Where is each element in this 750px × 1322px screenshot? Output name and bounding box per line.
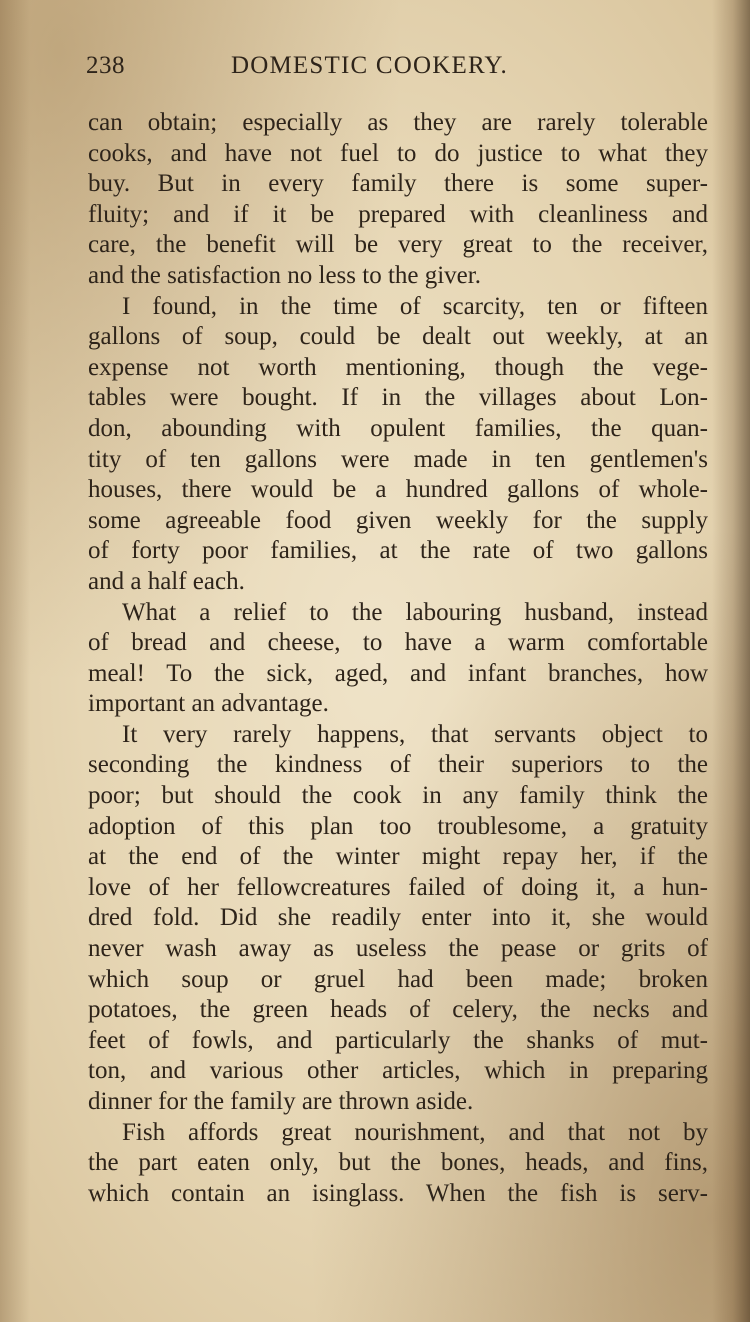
text-line: fluity; and if it be prepared with cleanliness and xyxy=(88,200,708,228)
text-line: buy. But in every family there is some super- xyxy=(88,170,708,198)
text-line: at the end of the winter might repay her, if the xyxy=(88,843,708,871)
text-line: care, the benefit will be very great to the receiver, xyxy=(88,231,708,259)
text-line: Fish affords great nourishment, and that not by xyxy=(122,1118,708,1146)
text-line: never wash away as useless the pease or grits of xyxy=(88,935,708,963)
text-line: tity of ten gallons were made in ten gentlemen's xyxy=(88,445,708,473)
text-line: ton, and various other articles, which in preparing xyxy=(88,1057,708,1085)
text-line: of bread and cheese, to have a warm comfortable xyxy=(88,629,708,657)
text-line: poor; but should the cook in any family think the xyxy=(88,782,708,810)
text-line: houses, there would be a hundred gallons of whole- xyxy=(88,476,708,504)
text-line: I found, in the time of scarcity, ten or fifteen xyxy=(122,292,708,320)
text-line: don, abounding with opulent families, the quan- xyxy=(88,414,708,442)
text-line: meal! To the sick, aged, and infant branches, how xyxy=(88,659,708,687)
text-line: potatoes, the green heads of celery, the necks and xyxy=(88,996,708,1024)
text-line: can obtain; especially as they are rarely tolerable xyxy=(88,109,708,136)
running-head: DOMESTIC COOKERY. xyxy=(231,52,508,79)
text-line: What a relief to the labouring husband, instead xyxy=(122,598,708,626)
page-edge-stain xyxy=(0,0,30,1322)
text-line: love of her fellowcreatures failed of doing it, a hun- xyxy=(88,873,708,901)
page-number: 238 xyxy=(86,52,125,79)
text-line: of forty poor families, at the rate of two gallons xyxy=(88,537,708,565)
text-line: and a half each. xyxy=(88,567,245,595)
spine-shadow xyxy=(712,0,750,1322)
text-line: which soup or gruel had been made; broken xyxy=(88,965,708,993)
text-line: adoption of this plan too troublesome, a gratuity xyxy=(88,812,708,840)
text-line: gallons of soup, could be dealt out weekly, at an xyxy=(88,323,708,351)
body-text xyxy=(88,108,708,1209)
text-line: tables were bought. If in the villages about Lon- xyxy=(88,384,708,412)
text-line: and the satisfaction no less to the giver. xyxy=(88,261,481,289)
text-line: dinner for the family are thrown aside. xyxy=(88,1088,474,1115)
text-line: It very rarely happens, that servants object to xyxy=(122,720,708,748)
text-line: important an advantage. xyxy=(88,690,329,718)
text-line: seconding the kindness of their superiors to the xyxy=(88,751,708,779)
page-header xyxy=(86,46,686,86)
text-line: feet of fowls, and particularly the shanks of mut- xyxy=(88,1026,708,1054)
text-line: cooks, and have not fuel to do justice to what they xyxy=(88,139,708,167)
text-line: the part eaten only, but the bones, heads, and fins, xyxy=(88,1149,708,1177)
text-line: expense not worth mentioning, though the vege- xyxy=(88,353,708,381)
text-line: some agreeable food given weekly for the supply xyxy=(88,506,708,534)
text-line: which contain an isinglass. When the fish is serv- xyxy=(88,1179,708,1207)
text-line: dred fold. Did she readily enter into it, she would xyxy=(88,904,708,932)
